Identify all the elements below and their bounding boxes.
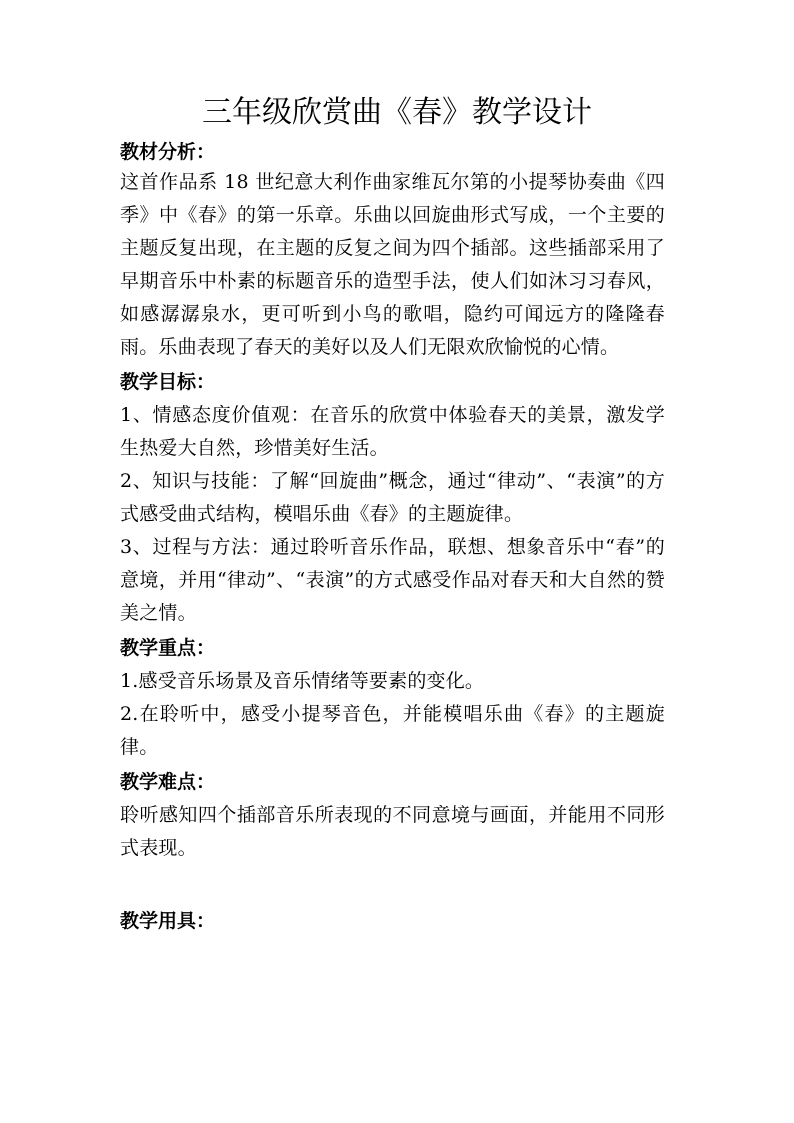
document-body — [120, 138, 665, 935]
blank-line — [120, 865, 665, 907]
goal-item-1: 1、情感态度价值观：在音乐的欣赏中体验春天的美景，激发学生热爱大自然，珍惜美好生活。 — [120, 404, 665, 459]
difficulties-paragraph: 聆听感知四个插部音乐所表现的不同意境与画面，并能用不同形式表现。 — [120, 804, 665, 859]
key-points-heading: 教学重点： — [120, 637, 216, 659]
key-point-item-1: 1.感受音乐场景及音乐情绪等要素的变化。 — [120, 670, 485, 692]
goal-item-3: 3、过程与方法：通过聆听音乐作品，联想、想象音乐中“春”的意境，并用“律动”、“表演”的方式感受作品对春天和大自然的赞美之情。 — [120, 536, 665, 624]
goal-item-2: 2、知识与技能：了解“回旋曲”概念，通过“律动”、“表演”的方式感受曲式结构，模唱乐曲《春》的主题旋律。 — [120, 470, 665, 525]
document-title: 三年级欣赏曲《春》教学设计 — [202, 95, 592, 130]
goals-heading: 教学目标： — [120, 371, 216, 393]
key-point-item-2: 2.在聆听中，感受小提琴音色，并能模唱乐曲《春》的主题旋律。 — [120, 703, 665, 758]
analysis-heading: 教材分析： — [120, 141, 216, 163]
tools-heading: 教学用具： — [120, 910, 216, 932]
analysis-paragraph: 这首作品系 18 世纪意大利作曲家维瓦尔第的小提琴协奏曲《四季》中《春》的第一乐章。乐曲以回旋曲形式写成，一个主要的主题反复出现，在主题的反复之间为四个插部。这些插部采用了早期音乐中朴素的标题音乐的造型手法，使人们如沐习习春风，如感潺潺泉水，更可听到小鸟的歌唱，隐约可闻远方的隆隆春雨。乐曲表现了春天的美好以及人们无限欢欣愉悦的心情。 — [120, 171, 665, 358]
difficulties-heading: 教学难点： — [120, 771, 216, 793]
